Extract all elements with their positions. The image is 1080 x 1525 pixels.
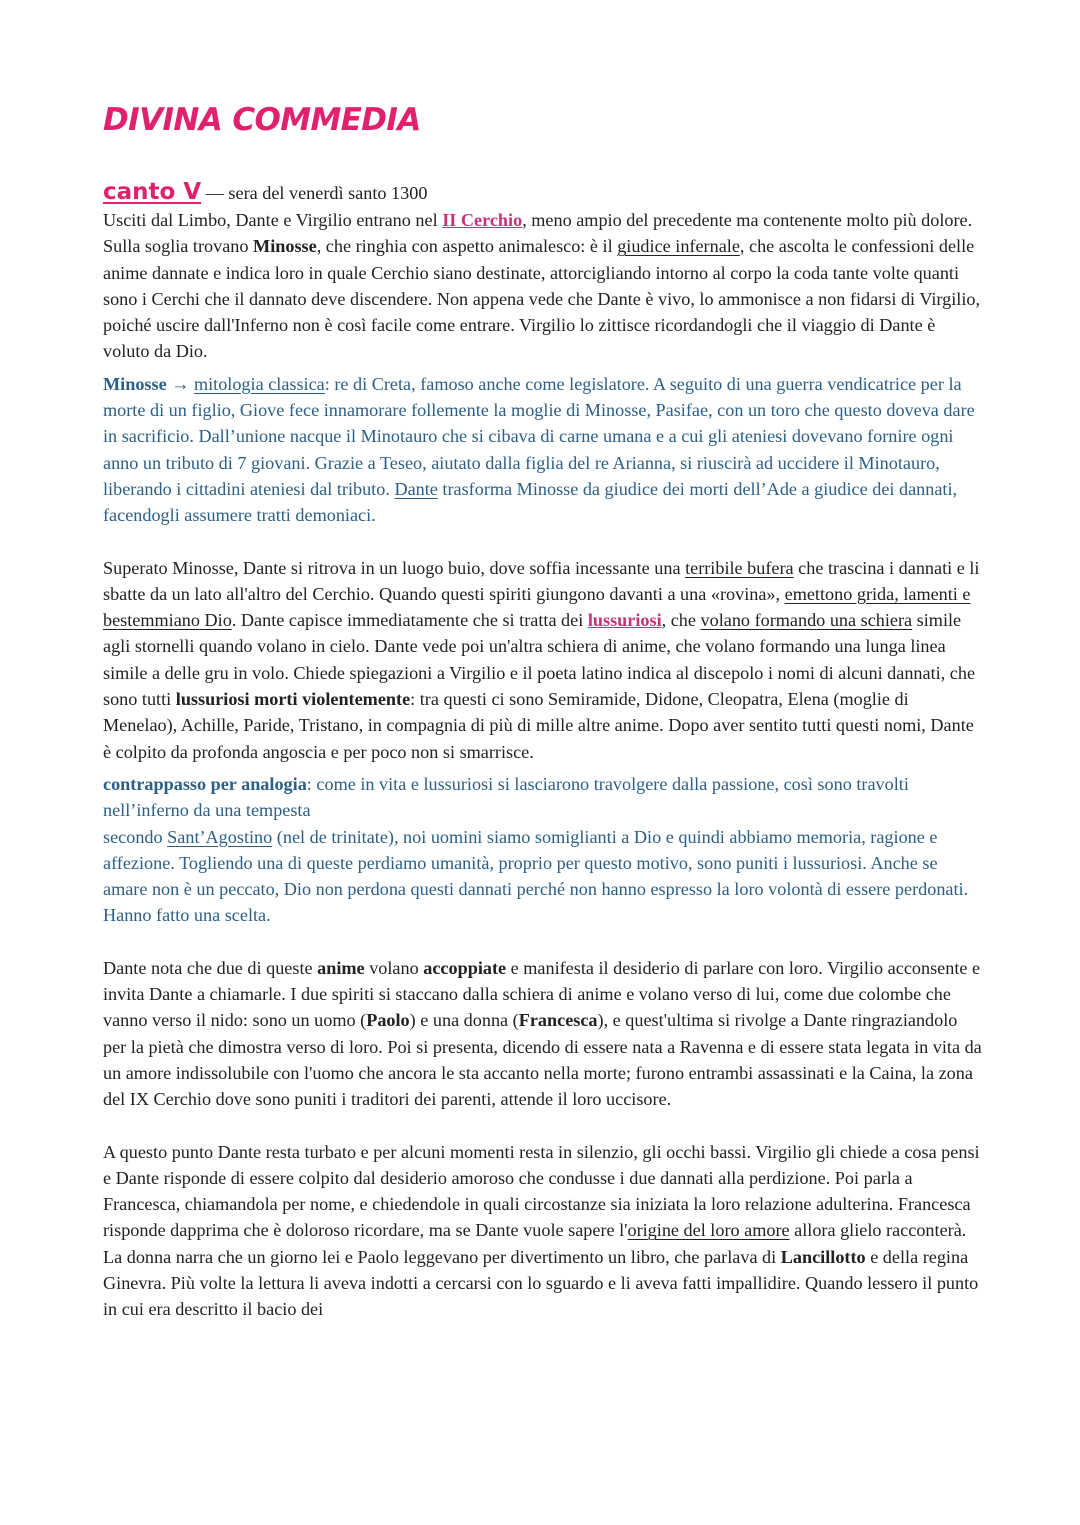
text: , che ascolta le confessioni delle anime dannate e indica loro in quale Cerchio siano destinate, attorcigliando intorno al corpo la coda tante volte quanti sono i Cerchi che il dannato deve discendere. Non appena vede che Dante è vivo, lo ammonisce a non fidarsi di Virgilio, poiché uscire dall'Inferno non è così facile come entrare. Virgilio lo zittisce ricordandogli che il viaggio di Dante è voluto da Dio.	[103, 236, 981, 362]
text: e manifesta il desiderio di parlare con loro. Virgilio acconsente e invita Dante a chiamarle. I due spiriti si staccano dalla schiera di anime e volano verso di lui, come due colombe che vanno verso il nido: sono un uomo (	[103, 957, 981, 1031]
note-minosse	[103, 371, 983, 529]
bold-minosse: Minosse	[253, 236, 317, 257]
text: che trascina i dannati e li sbatte da un lato all'altro del Cerchio. Quando questi spiriti giungono davanti a una «rovina»,	[103, 557, 980, 604]
bold-minosse-note: Minosse	[103, 373, 167, 394]
text: allora glielo racconterà. La donna narra che un giorno lei e Paolo leggevano per divertimento un libro, che parlava di	[103, 1220, 967, 1267]
paragraph-2	[103, 555, 983, 765]
link-lussuriosi[interactable]: lussuriosi	[587, 610, 662, 631]
bold-paolo: Paolo	[366, 1010, 410, 1031]
bold-lancillotto: Lancillotto	[780, 1246, 866, 1267]
underline-schiera: volano formando una schiera	[700, 610, 913, 631]
arrow: →	[166, 373, 194, 394]
bold-morti: lussuriosi morti violentemente	[175, 689, 411, 710]
underline-bufera: terribile bufera	[685, 557, 794, 578]
link-dante[interactable]: Dante	[394, 478, 438, 499]
text: : re di Creta, famoso anche come legislatore. A seguito di una guerra vendicatrice per la morte di un figlio, Giove fece innamorare follemente la moglie di Minosse, Pasifae, con un toro che questo doveva dare in sacrificio. Dall’unione nacque il Minotauro che si cibava di carne umana e a cui gli ateniesi dovevano fornire ogni anno un tributo di 7 giovani. Grazie a Teseo, aiutato dalla figlia del re Arianna, si riuscirà ad uccidere il Minotauro, liberando i cittadini ateniesi dal tributo.	[103, 373, 975, 499]
text: trasforma Minosse da giudice dei morti dell’Ade a giudice dei dannati, facendogli assumere tratti demoniaci.	[103, 478, 958, 526]
underline-origine: origine del loro amore	[627, 1220, 790, 1241]
link-ii-cerchio[interactable]: II Cerchio	[442, 210, 523, 230]
bold-francesca: Francesca	[518, 1010, 598, 1031]
document-page	[103, 100, 983, 1323]
text: ), e quest'ultima si rivolge a Dante ringraziandolo per la pietà che dimostra verso di loro. Poi si presenta, dicendo di essere nata a Ravenna e di essere stata legata in vita da un amore indissolubile con l'uomo che ancora le sta accanto nella morte; furono entrambi assassinati e la Caina, la zona del IX Cerchio dove sono puniti i traditori dei parenti, attende il loro uccisore.	[103, 1010, 982, 1110]
bold-anime: anime	[317, 957, 365, 978]
text: , meno ampio del precedente ma contenente molto più dolore. Sulla soglia trovano	[103, 210, 973, 257]
paragraph-3	[103, 955, 983, 1113]
text: , che ringhia con aspetto animalesco: è il	[316, 236, 618, 257]
text: ) e una donna (	[409, 1010, 519, 1031]
spacer	[103, 529, 983, 555]
text: Usciti dal Limbo, Dante e Virgilio entrano nel	[103, 210, 443, 230]
link-mitologia[interactable]: mitologia classica	[193, 373, 325, 394]
canto-heading	[103, 178, 983, 207]
text: (nel de trinitate), noi uomini siamo somiglianti a Dio e quindi abbiamo memoria, ragione e affezione. Togliendo una di queste perdiamo umanità, proprio per questo motivo, sono puniti i lussuriosi. Anche se amare non è un peccato, Dio non perdona questi dannati perché non hanno espresso la loro volontà di essere perdonati. Hanno fatto una scelta.	[103, 826, 969, 926]
canto-label: canto V	[103, 179, 202, 205]
text: simile agli stornelli quando volano in cielo. Dante vede poi un'altra schiera di anime, che volano formando una lunga linea simile a delle gru in volo. Chiede spiegazioni a Virgilio e il poeta latino indica al discepolo i nomi di alcuni dannati, che sono tutti	[103, 610, 976, 710]
text: . Dante capisce immediatamente che si tratta dei	[231, 610, 588, 631]
spacer	[103, 1113, 983, 1139]
text: Dante nota che due di queste	[103, 957, 318, 978]
bold-contrappasso: contrappasso per analogia	[103, 773, 307, 794]
link-agostino[interactable]: Sant’Agostino	[167, 826, 273, 847]
text: , che	[661, 610, 701, 631]
text: secondo	[103, 826, 168, 847]
underline-grida: emettono grida, lamenti e bestemmiano Dio	[103, 583, 971, 631]
page-title: DIVINA COMMEDIA	[103, 102, 421, 138]
text: e della regina Ginevra. Più volte la lettura li aveva indotti a cercarsi con lo sguardo e li aveva fatti impallidire. Quando lessero il punto in cui era descritto il bacio dei	[103, 1246, 979, 1320]
text: : come in vita e lussuriosi si lasciarono travolgere dalla passione, così sono travolti nell’inferno da una tempesta	[103, 773, 909, 821]
bold-accoppiate: accoppiate	[423, 957, 507, 978]
note-contrappasso	[103, 771, 983, 929]
text: A questo punto Dante resta turbato e per alcuni momenti resta in silenzio, gli occhi bassi. Virgilio gli chiede a cosa pensi e Dante risponde di essere colpito dal desiderio amoroso che condusse i due dannati alla perdizione. Poi parla a Francesca, chiamandola per nome, e chiedendole in quali circostanze sia iniziata la loro relazione adulterina. Francesca risponde dapprima che è doloroso ricordare, ma se Dante vuole sapere l'	[103, 1141, 980, 1241]
text: Superato Minosse, Dante si ritrova in un luogo buio, dove soffia incessante una	[103, 557, 686, 578]
paragraph-1	[103, 207, 983, 365]
canto-subtitle: — sera del venerdì santo 1300	[201, 183, 428, 203]
paragraph-4	[103, 1139, 983, 1323]
text: volano	[364, 957, 424, 978]
text: : tra questi ci sono Semiramide, Didone, Cleopatra, Elena (moglie di Menelao), Achille, Paride, Tristano, in compagnia di più di mille altre anime. Dopo aver sentito tutti questi nomi, Dante è colpito da profonda angoscia e per poco non si smarrisce.	[103, 689, 974, 762]
underline-giudice: giudice infernale	[617, 236, 740, 257]
spacer	[103, 929, 983, 955]
